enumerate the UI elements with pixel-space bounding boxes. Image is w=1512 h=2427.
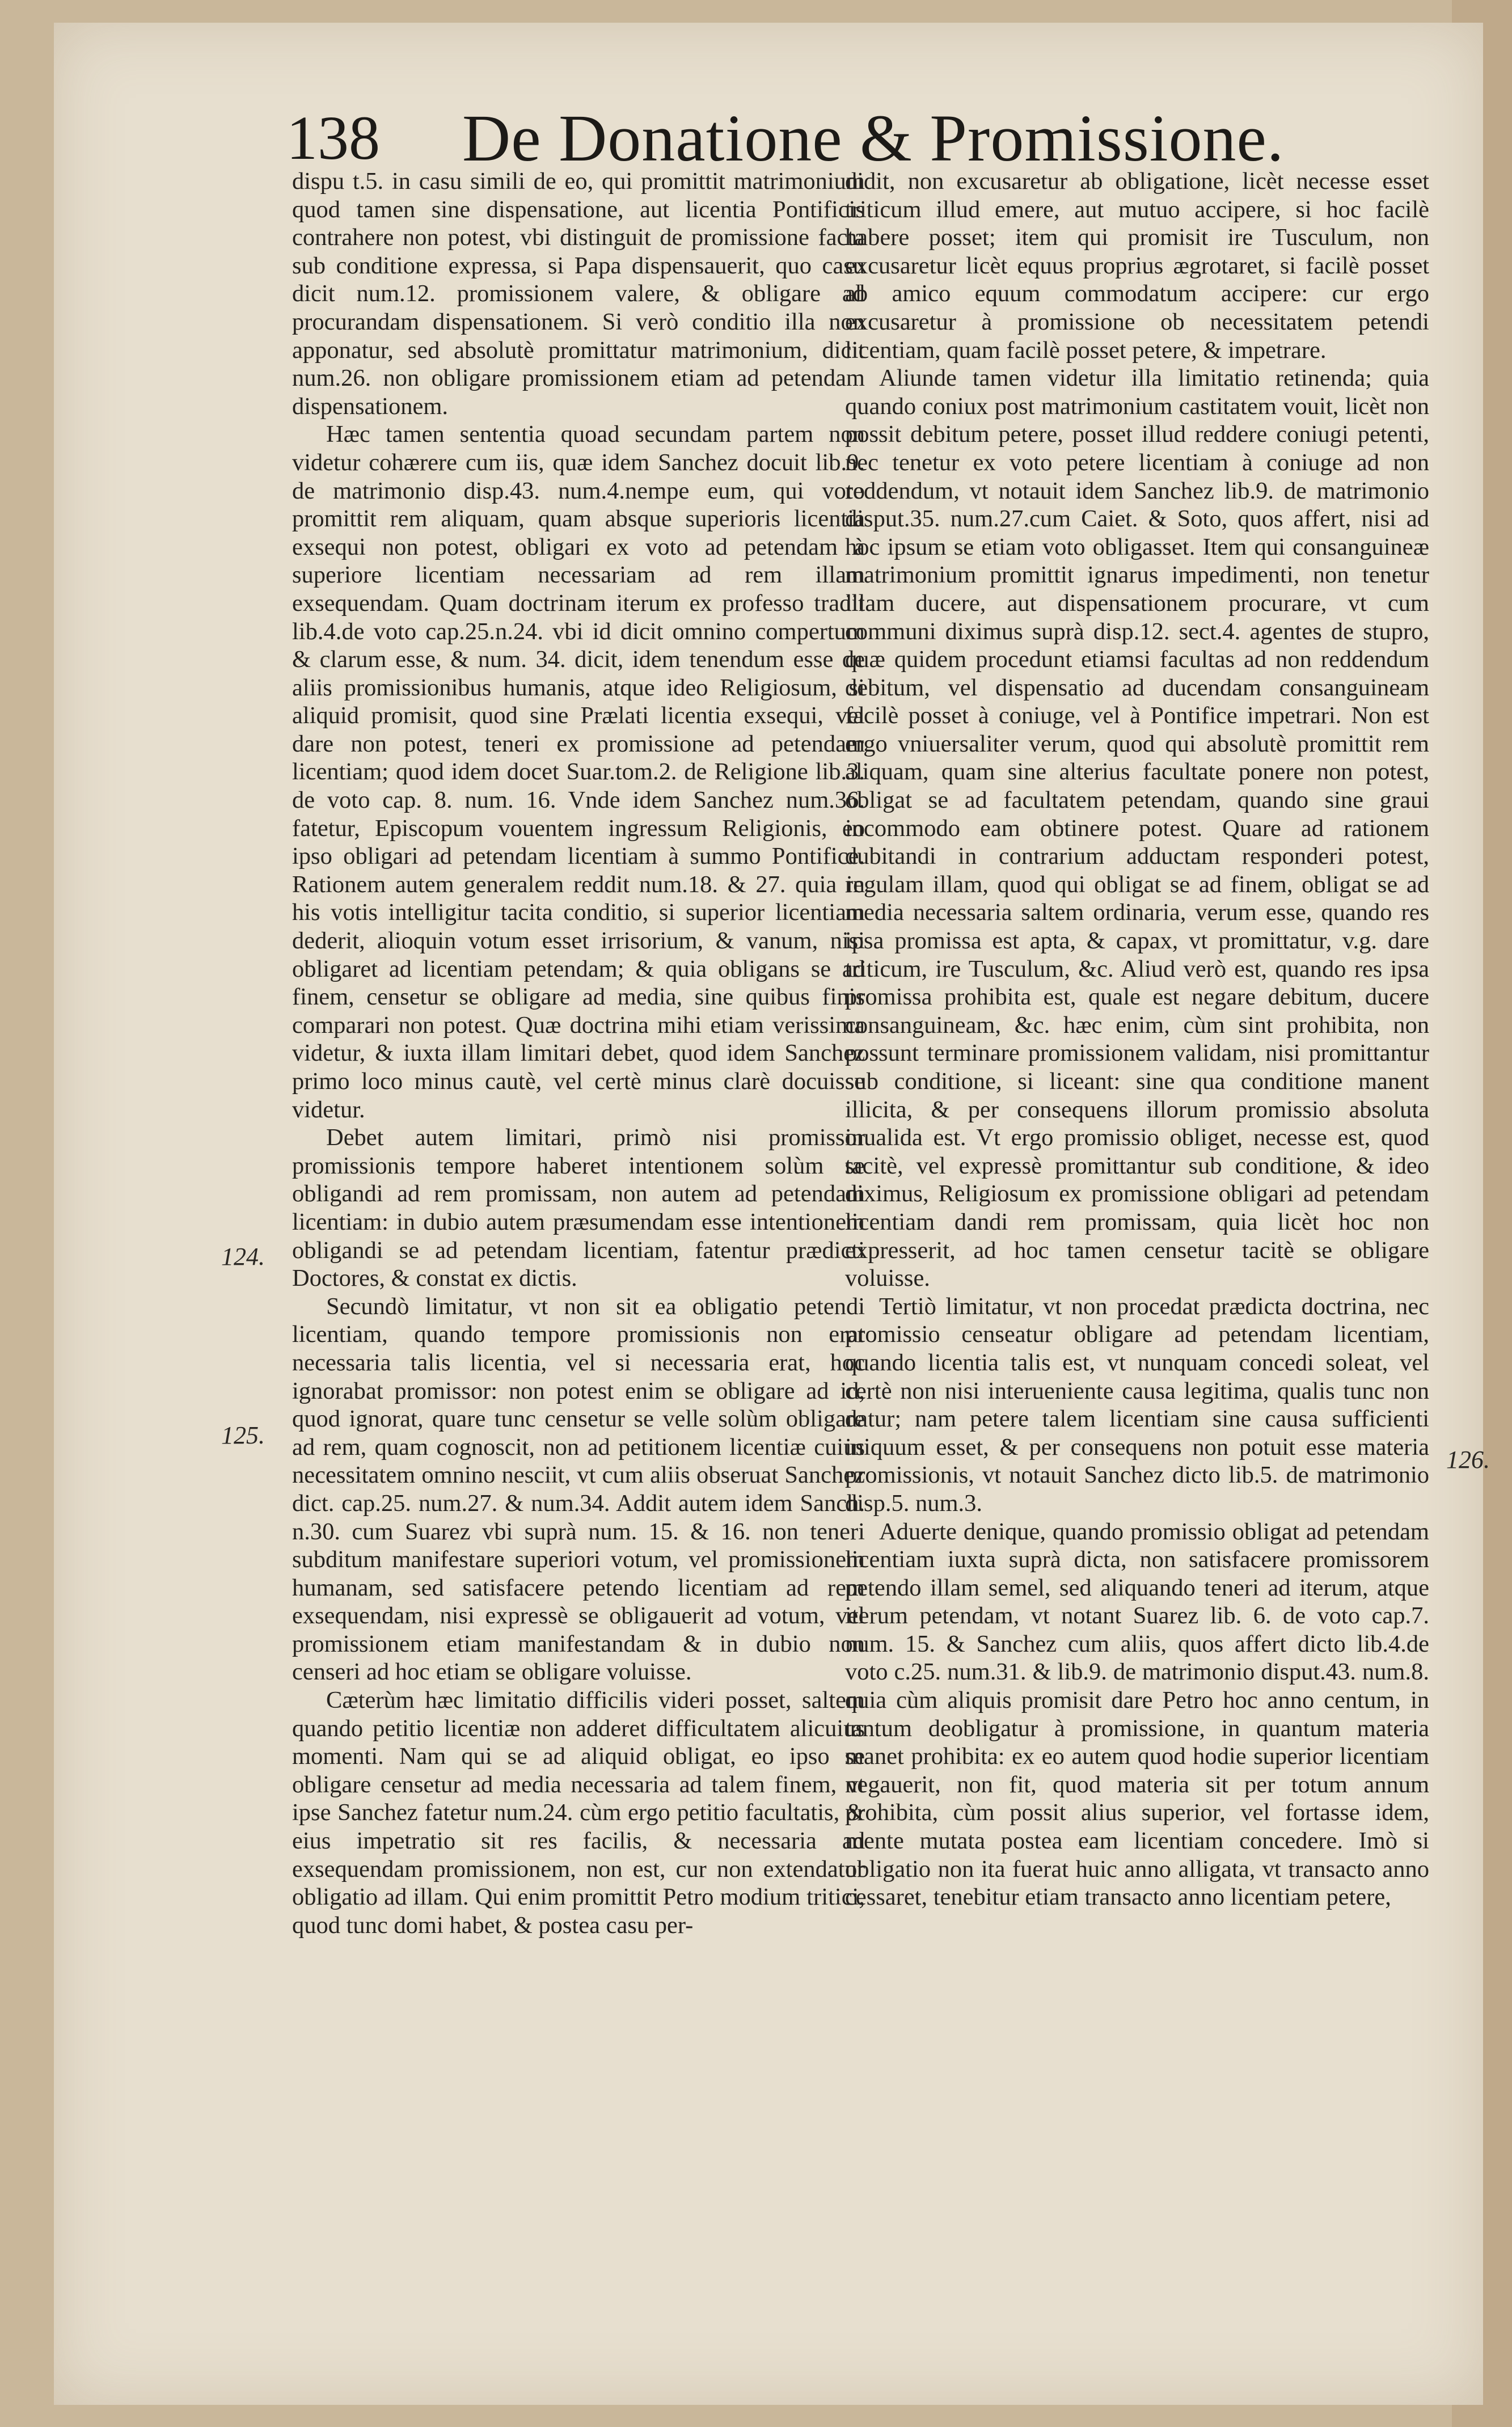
paragraph: Debet autem limitari, primò nisi promissor promissionis tempore haberet intentionem solùm se obligandi ad rem promissam, non autem ad petendam licentiam: in dubio autem præsumendam esse intentionem obligandi se ad petendam licentiam, fatentur prædicti Doctores, & constat ex dictis. bbox=[292, 1124, 865, 1292]
paragraph: Cæterùm hæc limitatio difficilis videri posset, saltem quando petitio licentiæ non adderet difficultatem alicuius momenti. Nam qui se ad aliquid obligat, eo ipso se obligare censetur ad media necessaria ad talem finem, vt ipse Sanchez fatetur num.24. cùm ergo petitio facultatis, & eius impetratio sit res facilis, & necessaria ad exsequendam promissionem, non est, cur non extendatur obligatio ad illam. Qui enim promittit Petro modium tritici, quod tunc domi habet, & postea casu per- bbox=[292, 1687, 865, 1939]
page-number: 138 bbox=[286, 103, 380, 172]
paragraph: Tertiò limitatur, vt non procedat prædicta doctrina, nec promissio censeatur obligare ad petendam licentiam, quando licentia talis est, vt nunquam concedi soleat, vel certè non nisi interueniente causa legitima, qualis tunc non datur; nam petere talem licentiam sine causa sufficienti iniquum esset, & per consequens non potuit esse materia promissionis, vt notauit Sanchez dicto lib.5. de matrimonio disp.5. num.3. bbox=[845, 1293, 1429, 1517]
right-column bbox=[845, 167, 1429, 1911]
page-header bbox=[54, 91, 1483, 175]
paragraph: Hæc tamen sententia quoad secundam partem non videtur cohærere cum iis, quæ idem Sanchez docuit lib.9. de matrimonio disp.43. num.4.nempe eum, qui voto promittit rem aliquam, quam absque superioris licentia exsequi non potest, obligari ex voto ad petendam à superiore licentiam necessariam ad rem illam exsequendam. Quam doctrinam iterum ex professo tradit lib.4.de voto cap.25.n.24. vbi id dicit omnino compertum & clarum esse, & num. 34. dicit, idem tenendum esse de aliis promissionibus humanis, atque ideo Religiosum, si aliquid promisit, quod sine Prælati licentia exsequi, vel dare non potest, teneri ex promissione ad petendam licentiam; quod idem docet Suar.tom.2. de Religione lib.3. de voto cap. 8. num. 16. Vnde idem Sanchez num.36. fatetur, Episcopum vouentem ingressum Religionis, eo ipso obligari ad petendam licentiam à summo Pontifice. Rationem autem generalem reddit num.18. & 27. quia in his votis intelligitur tacita conditio, si superior licentiam dederit, alioquin votum esset irrisorium, & vanum, nisi obligaret ad licentiam petendam; & quia obligans se ad finem, censetur se obligare ad media, sine quibus finis comparari non potest. Quæ doctrina mihi etiam verissima videtur, & iuxta illam limitari debet, quod idem Sanchez primo loco minus cautè, vel certè minus clarè docuisse videtur. bbox=[292, 421, 865, 1123]
paragraph: didit, non excusaretur ab obligatione, licèt necesse esset triticum illud emere, aut mutuo accipere, si hoc facilè habere posset; item qui promisit ire Tusculum, non excusaretur licèt equus proprius ægrotaret, si facilè posset ab amico equum commodatum accipere: cur ergo excusaretur à promissione ob necessitatem petendi licentiam, quam facilè posset petere, & impetrare. bbox=[845, 168, 1429, 364]
book-page bbox=[54, 23, 1490, 2405]
paragraph: Secundò limitatur, vt non sit ea obligatio petendi licentiam, quando tempore promissionis non erat necessaria talis licentia, vel si necessaria erat, hoc ignorabat promissor: non potest enim se obligare ad id, quod ignorat, quare tunc censetur se velle solùm obligare ad rem, quam cognoscit, non ad petitionem licentiæ cuius necessitatem omnino nesciit, vt cum aliis obseruat Sanchez dict. cap.25. num.27. & num.34. Addit autem idem Sanch. n.30. cum Suarez vbi suprà num. 15. & 16. non teneri subditum manifestare superiori votum, vel promissionem humanam, sed satisfacere petendo licentiam ad rem exsequendam, nisi expressè se obligauerit ad votum, vel promissionem etiam manifestandam & in dubio non censeri ad hoc etiam se obligare voluisse. bbox=[292, 1293, 865, 1686]
margin-note-124: 124. bbox=[221, 1243, 265, 1271]
paragraph: Aliunde tamen videtur illa limitatio retinenda; quia quando coniux post matrimonium castitatem vouit, licèt non possit debitum petere, posset illud reddere coniugi petenti, nec tenetur ex voto petere licentiam à coniuge ad non reddendum, vt notauit idem Sanchez lib.9. de matrimonio disput.35. num.27.cum Caiet. & Soto, quos affert, nisi ad hoc ipsum se etiam voto obligasset. Item qui consanguineæ matrimonium promittit ignarus impedimenti, non tenetur illam ducere, aut dispensationem procurare, vt cum communi diximus suprà disp.12. sect.4. agentes de stupro, quæ quidem procedunt etiamsi facultas ad non reddendum debitum, vel dispensatio ad ducendam consanguineam facilè posset à coniuge, vel à Pontifice impetrari. Non est ergo vniuersaliter verum, quod qui absolutè promittit rem aliquam, quam sine alterius facultate ponere non potest, obligat se ad facultatem petendam, quando sine graui incommodo eam obtinere potest. Quare ad rationem dubitandi in contrarium adductam responderi potest, regulam illam, quod qui obligat se ad finem, obligat se ad media necessaria saltem ordinaria, verum esse, quando res ipsa promissa est apta, & capax, vt promittatur, v.g. dare triticum, ire Tusculum, &c. Aliud verò est, quando res ipsa promissa prohibita est, quale est negare debitum, ducere consanguineam, &c. hæc enim, cùm sint prohibita, non possunt terminare promissionem validam, nisi promittantur sub conditione, si liceant: sine qua conditione manent illicita, & per consequens illorum promissio absoluta inualida est. Vt ergo promissio obliget, necesse est, quod tacitè, vel expressè promittantur sub conditione, & ideo diximus, Religiosum ex promissione obligari ad petendam licentiam dandi rem promissam, quia licèt hoc non expresserit, ad hoc tamen censetur tacitè se obligare voluisse. bbox=[845, 365, 1429, 1292]
left-column bbox=[292, 167, 865, 1939]
paragraph: dispu t.5. in casu simili de eo, qui promittit matrimonium quod tamen sine dispensatione, aut licentia Pontificis contrahere non potest, vbi distinguit de promissione facta sub conditione expressa, si Papa dispensauerit, quo casu dicit num.12. promissionem valere, & obligare ad procurandam dispensationem. Si verò conditio illa non apponatur, sed absolutè promittatur matrimonium, dicit num.26. non obligare promissionem etiam ad petendam dispensationem. bbox=[292, 168, 865, 420]
margin-note-126: 126. bbox=[1446, 1446, 1490, 1474]
running-title: De Donatione & Promissione. bbox=[462, 101, 1285, 175]
margin-note-125: 125. bbox=[221, 1421, 265, 1449]
paragraph: Aduerte denique, quando promissio obligat ad petendam licentiam iuxta suprà dicta, non satisfacere promissorem petendo illam semel, sed aliquando teneri ad iterum, atque iterum petendam, vt notant Suarez lib. 6. de voto cap.7. num. 15. & Sanchez cum aliis, quos affert dicto lib.4.de voto c.25. num.31. & lib.9. de matrimonio disput.43. num.8. quia cùm aliquis promisit dare Petro hoc anno centum, in tantum deobligatur à promissione, in quantum materia manet prohibita: ex eo autem quod hodie superior licentiam negauerit, non fit, quod materia sit per totum annum prohibita, cùm possit alius superior, vel fortasse idem, mente mutata postea eam licentiam concedere. Imò si obligatio non ita fuerat huic anno alligata, vt transacto anno cessaret, tenebitur etiam transacto anno licentiam petere, bbox=[845, 1518, 1429, 1911]
